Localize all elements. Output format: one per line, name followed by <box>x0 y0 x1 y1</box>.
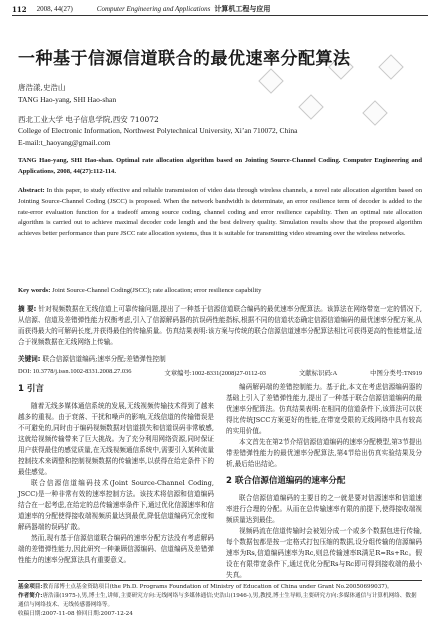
footnote-fund <box>18 583 422 592</box>
keywords-en-label: Key words: <box>18 287 51 294</box>
body-paragraph: 本文首先在第2节介绍信源信道编码的速率分配模型,第3节提出带差错弹性能力的最优速率分配算法,第4节给出仿真实验结果及分析,最后给出结论。 <box>226 438 422 468</box>
document-code: 文献标识码:A <box>298 370 338 377</box>
paper-title: 一种基于信源信道联合的最优速率分配算法 <box>18 49 351 69</box>
abstract-cn-text: 针对视频数据在无线信道上可靠传输问题,提出了一种基于信源信道联合编码的最优速率分配算法。该算法在网络带宽一定的情况下,从信源、信道及差错弹性能力权衡考虑,引入了信源解码器的抗误码性能指标,根据不同的信道状态确定信源信道编码的最优速率分配方案,从而获得最大的可解码长度,并获得最佳的传输质量。仿真结果表明:该方案与传统的联合信源信道速率分配算法相比可获得更高的性能增益,适合于视频数据在无线网络上传输。 <box>18 305 422 346</box>
doi: DOI: 10.3778/j.issn.1002-8331.2008.27.036 <box>18 368 132 375</box>
section-1-heading: 1 引言 <box>18 384 44 394</box>
body-column-left <box>18 382 214 566</box>
citation-body: TANG Hao-yang, SHI Hao-shan. Optimal rate allocation algorithm based on Jointing Source-Channel Coding. Computer Engineering and Applications, 2008, 44(27):112-114. <box>18 157 422 175</box>
footnote-fund-label: 基金项目: <box>18 584 43 590</box>
article-meta <box>18 368 422 377</box>
footnotes <box>18 580 422 619</box>
keywords-cn-text: 联合信源信道编码;速率分配;差错弹性控制 <box>42 355 166 363</box>
body-paragraph: 联合信源信道编码的主要目的之一就是要对信源速率和信道速率进行合理的分配。从而在总传输速率有限的前提下,使得接收端视频质量达到最佳。 <box>226 494 422 524</box>
section-2-heading: 2 联合信源信道编码的速率分配 <box>226 476 346 486</box>
journal-name-cn: 计算机工程与应用 <box>214 5 271 13</box>
abstract-cn-label: 摘 要: <box>18 305 37 313</box>
page-number: 112 <box>12 4 27 14</box>
keywords-cn-label: 关键词: <box>18 355 41 363</box>
watermark-diamond-icon <box>362 100 387 125</box>
article-number: 文章编号:1002-8331(2008)27-0112-03 <box>164 370 266 377</box>
abstract-en-text: In this paper, to study effective and reliable transmission of video data through wireless channels, a novel rate allocation algorithm based on Jointing Source-Channel Coding (JSCC) is proposed. When the network bandwidth is determinate, an error resilience term of decoder is added to the rate-error evaluation function for a tradeoff among source coding, channel coding and error resilience capability. Then an optimal rate allocation algorithm is carried out to achieve maximal decoder code length and the best delivery quality. Simulation results show that the proposed algorithm achieves better performance than pure JSCC rate allocation systems, thus it is suitable for transmitting video streaming over the wireless networks. <box>18 187 422 238</box>
footnote-fund-text: 教育部博士点基金资助项目(the Ph.D. Programs Foundation of Ministry of Education of China under Grant No.20050699037)。 <box>42 584 393 590</box>
footnote-author <box>18 592 422 610</box>
abstract-en-label: Abstract: <box>18 187 45 194</box>
watermark-diamond-icon <box>298 94 323 119</box>
body-paragraph: 联合信源信道编码技术(Joint Source-Channel Coding, JSCC)是一种非常有效的速率控制方法。该技术将信源和信道编码结合在一起考虑,在给定的总传输速率条件下,通过优化信源速率和信道速率的分配使得接收端视频质量达到最优,降低信道编码冗余度和解码器端的误码扩散。 <box>18 479 214 531</box>
footnote-dates: 收稿日期:2007-11-08 修回日期:2007-12-24 <box>18 611 133 617</box>
journal-name-en: Computer Engineering and Applications <box>96 5 211 13</box>
affiliation-en: College of Electronic Information, Northwest Polytechnical University, Xi’an 710072, China <box>18 126 298 135</box>
footnote-author-text: 唐浩漾(1975-),男,博士生,讲师,主要研究方向:无线网络与多媒体通信;史浩山(1946-),男,教授,博士生导师,主要研究方向:多媒体通信与计算机网络、数据通信与网络技术、无线传感器网络等。 <box>18 593 417 608</box>
keywords-en <box>18 286 422 297</box>
footnote-author-label: 作者简介: <box>18 593 43 599</box>
abstract-cn <box>18 304 422 348</box>
watermark-diamond-icon <box>378 54 403 79</box>
affiliation-cn: 西北工业大学 电子信息学院,西安 710072 <box>18 115 159 124</box>
authors-cn: 唐浩漾,史浩山 <box>18 83 66 92</box>
body-column-right <box>226 382 422 581</box>
body-paragraph: 随着无线多媒体通信系统的发展,无线视频传输技术得到了越来越多的重视。由于衰落、干扰和噪声的影响,无线信道的传输错误是不可避免的,同时由于编码视频数据对信道损失和信道误码非常敏感,这就给视频传输带来了巨大挑战。为了充分利用网络资源,同时保证用户获得最佳的感觉质量,在无线视频通信系统中,需要引入某种流量控制技术来调整和控制视频数据的传输速率,以获得在给定条件下的最佳感觉。 <box>18 402 214 476</box>
abstract-en <box>18 186 422 240</box>
running-header <box>12 3 428 16</box>
watermark-diamond-icon <box>258 68 283 93</box>
keywords-cn <box>18 354 422 365</box>
clc-number: 中图分类号:TN919 <box>370 370 422 377</box>
body-paragraph: 视频码流在信道传输时会被划分成一个或多个数据包进行传输,每个数据包都是按一定格式打包压缩的数据,设分组传输的信源编码速率为Rs,信道编码速率为Rc,则总传输速率R满足R=Rs+Rc。假设在有限带宽条件下,通过优化分配Rs与Rc即可得到接收端的最小失真。 <box>226 527 422 579</box>
author-email: E-mail:t_haoyang@gmail.com <box>18 138 111 147</box>
journal-volume: 2008, 44(27) <box>36 5 73 13</box>
citation-text <box>18 156 422 178</box>
body-paragraph: 编码解码端的差错控制能力。基于此,本文在考虑信源编码器的基础上引入了差错弹性能力,提出了一种基于联合信源信道编码的最优速率分配算法。仿真结果表明:在相同的信道条件下,该算法可以获得比传统JSCC方案更好的性能,在带宽受限的无线网络中具有较高的实用价值。 <box>226 383 422 435</box>
authors-en: TANG Hao-yang, SHI Hao-shan <box>18 95 117 104</box>
keywords-en-text: Joint Source-Channel Coding(JSCC); rate allocation; error resilience capability <box>52 287 262 294</box>
body-paragraph: 然而,现有基于信源信道联合编码的速率分配方法没有考虑解码端的差错弹性能力,因此研究一种兼顾信源编码、信道编码及差错弹性能力的速率分配算法具有重要意义。 <box>18 534 214 564</box>
